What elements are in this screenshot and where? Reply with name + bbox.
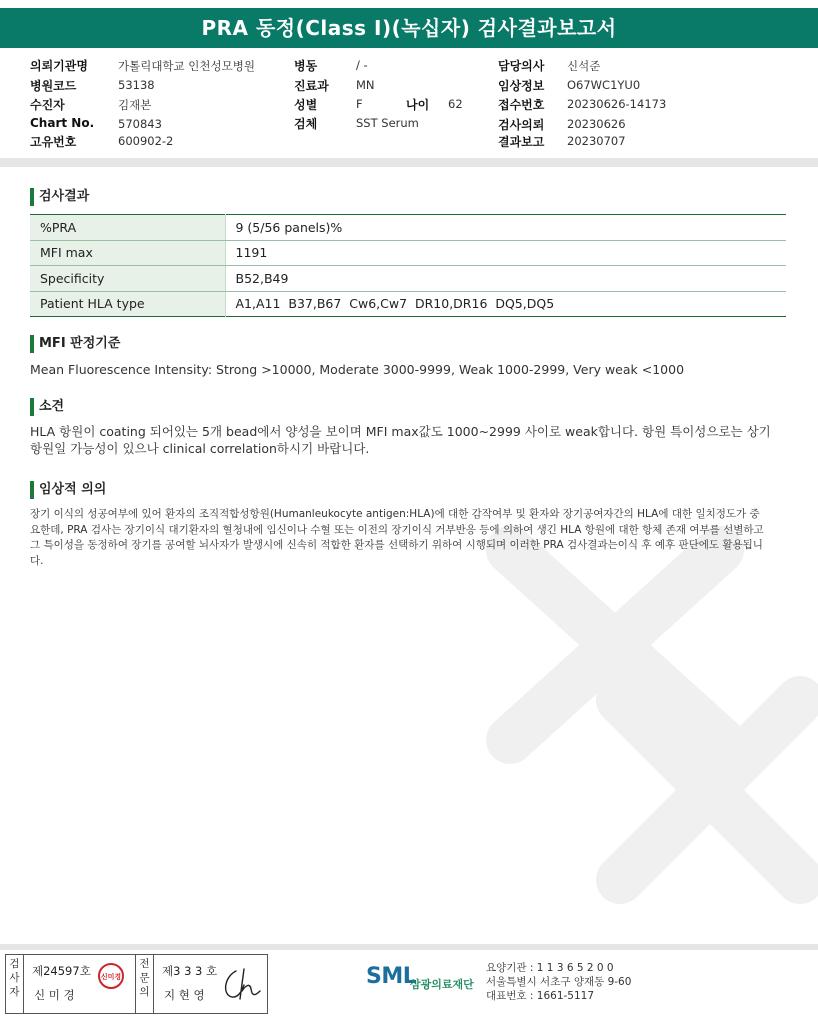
info-value: 53138 — [118, 78, 155, 92]
svg-text:신미경: 신미경 — [100, 973, 122, 981]
info-label: 접수번호 — [498, 98, 545, 112]
result-key: Specificity — [30, 266, 225, 292]
logo-mark: SML — [366, 964, 417, 989]
results-heading: 검사결과 — [30, 187, 89, 207]
info-label: 병원코드 — [30, 79, 77, 93]
info-value: 600902-2 — [118, 134, 174, 148]
sml-logo — [366, 962, 482, 1004]
info-label: 의뢰기관명 — [30, 59, 88, 73]
org-line: 대표번호 : 1661-5117 — [486, 990, 595, 1002]
examiner-license: 제24597호 — [32, 964, 91, 978]
info-value: O67WC1YU0 — [567, 78, 641, 92]
table-row — [30, 215, 786, 241]
info-label: 고유번호 — [30, 135, 77, 149]
info-label: 수진자 — [30, 98, 65, 112]
organization-info — [486, 961, 631, 1003]
info-value: F — [356, 97, 363, 111]
logo-name: 삼광의료재단 — [410, 978, 474, 991]
examiner-label: 검 사 자 — [6, 955, 24, 1013]
info-value: 신석준 — [567, 59, 601, 73]
info-label: 검체 — [294, 117, 318, 131]
info-value: 가톨릭대학교 인천성모병원 — [118, 59, 255, 73]
reviewer-label: 전 문 의 — [136, 955, 154, 1013]
table-row — [30, 266, 786, 292]
signature-box — [5, 954, 268, 1014]
result-value: B52,B49 — [225, 266, 786, 292]
age-value: 62 — [448, 97, 463, 111]
clinical-text: 장기 이식의 성공여부에 있어 환자의 조직적합성항원(Humanleukocyte antigen:HLA)에 대한 감작여부 및 환자와 장기공여자간의 HLA에 대한 일치정도가 중요한데, PRA 검사는 장기이식 대기환자의 혈청내에 임신이나 수혈 또는 이전의 장기이식 거부반응 등에 의하여 생긴 HLA 항원에 대한 항체 존재 여부를 선별하고 그 특이성을 동정하여 장기를 공여할 뇌사자가 발생시에 신속히 적합한 환자를 선택하기 위하여 시행되며 이러한 PRA 검사결과는이식 후 예후 판단에도 활용됩니다. — [30, 508, 764, 567]
table-row — [30, 291, 786, 317]
info-label: 검사의뢰 — [498, 118, 545, 132]
info-value: 20230707 — [567, 134, 626, 148]
info-label: 담당의사 — [498, 59, 545, 73]
result-value: 1191 — [225, 240, 786, 266]
info-label: 진료과 — [294, 79, 329, 93]
result-key: MFI max — [30, 240, 225, 266]
result-key: Patient HLA type — [30, 291, 225, 317]
mfi-criteria-text: Mean Fluorescence Intensity: Strong >10000, Moderate 3000-9999, Weak 1000-2999, Very weak <1000 — [30, 362, 685, 377]
results-table — [30, 214, 786, 317]
org-line: 서울특별시 서초구 양재동 9-60 — [486, 976, 632, 988]
age-label: 나이 — [406, 98, 430, 112]
info-label: 성별 — [294, 98, 318, 112]
footer-divider — [0, 944, 818, 950]
report-title: PRA 동정(Class I)(녹십자) 검사결과보고서 — [0, 8, 818, 48]
info-value: 570843 — [118, 117, 162, 131]
info-value: SST Serum — [356, 116, 419, 130]
opinion-text: HLA 항원이 coating 되어있는 5개 bead에서 양성을 보이며 MFI max값도 1000~2999 사이로 weak합니다. 항원 특이성으로는 상기 항원일 가능성이 있으나 clinical correlation하시기 바랍니다. — [30, 424, 771, 456]
examiner-name: 신 미 경 — [34, 988, 75, 1002]
table-row — [30, 240, 786, 266]
info-label: 병동 — [294, 59, 318, 73]
info-value: MN — [356, 78, 375, 92]
result-value: 9 (5/56 panels)% — [225, 215, 786, 241]
org-line: 요양기관 : 1 1 3 6 5 2 0 0 — [486, 962, 614, 974]
info-value: 김재본 — [118, 98, 152, 112]
section-divider — [0, 158, 818, 167]
result-value: A1,A11 B37,B67 Cw6,Cw7 DR10,DR16 DQ5,DQ5 — [235, 296, 555, 312]
info-value: 20230626 — [567, 117, 626, 131]
reviewer-name: 지 현 영 — [164, 988, 205, 1002]
info-value: 20230626-14173 — [567, 97, 667, 111]
result-key: %PRA — [30, 215, 225, 241]
info-label: 임상정보 — [498, 79, 545, 93]
mfi-heading: MFI 판정기준 — [30, 334, 120, 354]
clinical-heading: 임상적 의의 — [30, 480, 106, 500]
opinion-heading: 소견 — [30, 397, 64, 417]
info-value: / - — [356, 58, 368, 72]
examiner-seal — [98, 963, 124, 989]
reviewer-license: 제3 3 3 호 — [162, 964, 218, 978]
info-label: Chart No. — [30, 116, 95, 130]
info-label: 결과보고 — [498, 135, 545, 149]
signature-scribble — [220, 961, 264, 1005]
